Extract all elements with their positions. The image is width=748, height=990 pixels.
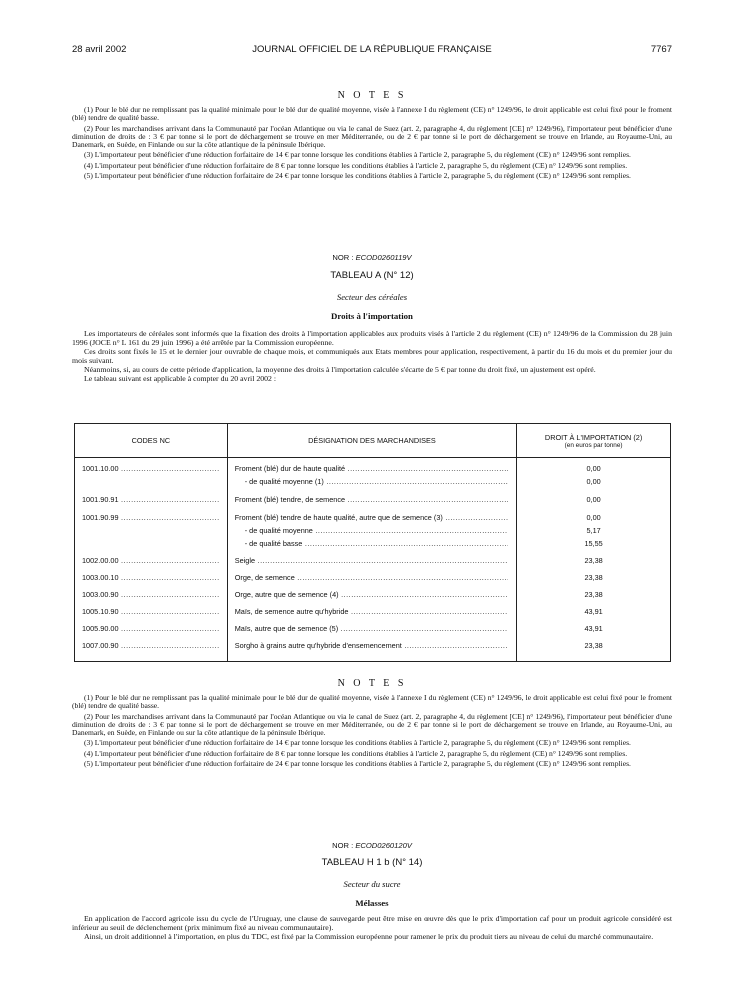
designation-text: Froment (blé) tendre, de semence ..... xyxy=(235,495,508,504)
designation-cell xyxy=(235,640,508,651)
designation-cell xyxy=(235,555,508,566)
designation-cell xyxy=(235,512,508,523)
nc-code: 1002.00.00 ..... xyxy=(82,556,219,565)
note-item: (1) Pour le blé dur ne remplissant pas la qualité minimale pour le blé dur de qualité moyenne, visée à l'annexe I du règlement (CE) n° 1249/96, le droit applicable est celui fixé pour le froment (blé) tendre de qualité basse. xyxy=(72,105,672,123)
duty-value: 23,38 xyxy=(584,641,603,650)
header-date: 28 avril 2002 xyxy=(72,44,127,55)
nc-code-cell xyxy=(82,640,219,651)
designation-cell xyxy=(235,572,508,583)
note-item: (4) L'importateur peut bénéficier d'une réduction forfaitaire de 8 € par tonne lorsque les conditions établies à l'article 2, paragraphe 5, du règlement (CE) n° 1249/96 sont remplies. xyxy=(84,160,628,170)
nc-code: 1001.10.00 ..... xyxy=(82,464,219,473)
page-number: 7767 xyxy=(650,44,672,55)
col-header-designation: DÉSIGNATION DES MARCHANDISES xyxy=(227,424,516,458)
duty-header-label: DROIT À L'IMPORTATION (2) xyxy=(544,432,643,442)
nc-code-cell xyxy=(82,555,219,566)
duty-value: 43,91 xyxy=(584,607,603,616)
subtitle-melasses: Mélasses xyxy=(355,898,389,908)
note-item: (4) L'importateur peut bénéficier d'une réduction forfaitaire de 8 € par tonne lorsque les conditions établies à l'article 2, paragraphe 5, du règlement (CE) n° 1249/96 sont remplies. xyxy=(84,748,628,758)
duty-value: 23,38 xyxy=(584,556,603,565)
designation-cell xyxy=(235,606,508,617)
notes-top-title: N O T E S xyxy=(337,90,407,101)
designation-cell xyxy=(235,589,508,600)
nc-code-cell xyxy=(82,512,219,523)
designation-text: Seigle ..... xyxy=(235,556,508,565)
nc-code: 1003.00.10 ..... xyxy=(82,573,219,582)
nc-code: 1001.90.99 ..... xyxy=(82,513,219,522)
paragraph: Les importateurs de céréales sont informés que la fixation des droits à l'importation applicables aux produits visés à l'article 2 du règlement (CE) n° 1249/96 de la Commission du 28 juin 1996 (JOCE n° L 161 du 29 juin 1996) a été arrêtée par la Commission européenne. xyxy=(72,329,672,347)
note-item: (5) L'importateur peut bénéficier d'une réduction forfaitaire de 24 € par tonne lorsque les conditions établies à l'article 2, paragraphe 5, du règlement (CE) n° 1249/96 sont remplies. xyxy=(84,171,631,181)
notes-top xyxy=(72,106,672,182)
col-header-duty xyxy=(517,424,671,458)
nc-code-cell xyxy=(82,606,219,617)
table-header-row xyxy=(75,424,671,458)
nc-code-cell xyxy=(82,538,219,549)
tariff-table xyxy=(74,423,671,662)
notes-bottom xyxy=(72,694,672,770)
nc-code-cell xyxy=(82,525,219,536)
nc-code: 1005.90.00 ..... xyxy=(82,624,219,633)
paragraph: Ces droits sont fixés le 15 et le dernier jour ouvrable de chaque mois, et communiqués aux Etats membres pour application, respectivement, à partir du 16 du mois et du premier jour du mois suivant. xyxy=(72,347,672,365)
designation-text: - de qualité moyenne ..... xyxy=(245,526,508,535)
table-body-row xyxy=(75,458,671,662)
nc-code-cell xyxy=(82,494,219,505)
designation-cell xyxy=(245,476,508,487)
designation-text: Froment (blé) dur de haute qualité ..... xyxy=(235,464,508,473)
designation-text: Maïs, de semence autre qu'hybride ..... xyxy=(235,607,508,616)
nc-code-cell xyxy=(82,476,219,487)
col-header-codes: CODES NC xyxy=(75,424,228,458)
note-item: (2) Pour les marchandises arrivant dans la Communauté par l'océan Atlantique ou via le canal de Suez (art. 2, paragraphe 4, du règlement [CE] n° 1249/96), l'importateur peut bénéficier d'une diminution de droits de : 3 € par tonne si le port de déchargement se trouve en mer Méditerranée, ou de 2 € par tonne si le port de déchargement se trouve en Irlande, au Royaume-Uni, au Danemark, en Suède, en Finlande ou sur la côte atlantique de la péninsule Ibérique. xyxy=(72,711,672,738)
section-a-body xyxy=(72,329,672,383)
sector-cereales: Secteur des céréales xyxy=(336,292,408,302)
nc-code-cell xyxy=(82,623,219,634)
nc-code: 1001.90.91 ..... xyxy=(82,495,219,504)
duty-value: 0,00 xyxy=(586,477,601,486)
designation-cell xyxy=(245,538,508,549)
nor-code: ECOD0260119V xyxy=(355,253,412,262)
designation-column xyxy=(227,458,516,662)
designation-cell xyxy=(245,525,508,536)
nc-code-cell xyxy=(82,572,219,583)
designation-text: - de qualité basse ..... xyxy=(245,539,508,548)
nor-label: NOR : xyxy=(332,253,356,262)
designation-cell xyxy=(235,463,508,474)
designation-text: Orge, de semence ..... xyxy=(235,573,508,582)
sector-sucre: Secteur du sucre xyxy=(343,879,401,889)
duty-value: 15,55 xyxy=(584,539,603,548)
paragraph: Le tableau suivant est applicable à compter du 20 avril 2002 : xyxy=(84,374,277,383)
paragraph: Ainsi, un droit additionnel à l'importation, en plus du TDC, est fixé par la Commission européenne pour ramener le prix du produit tiers au niveau de celui du marché communautaire. xyxy=(84,932,654,941)
subtitle-droits: Droits à l'importation xyxy=(331,311,413,321)
table-a-title: TABLEAU A (N° 12) xyxy=(330,270,414,281)
nc-code-cell xyxy=(82,463,219,474)
designation-text: - de qualité moyenne (1) ..... xyxy=(245,477,508,486)
designation-text: Orge, autre que de semence (4) ..... xyxy=(235,590,508,599)
nor-reference-h xyxy=(72,841,672,850)
notes-bottom-title: N O T E S xyxy=(337,678,407,689)
note-item: (3) L'importateur peut bénéficier d'une réduction forfaitaire de 14 € par tonne lorsque les conditions établies à l'article 2, paragraphe 5, du règlement (CE) n° 1249/96 sont remplies. xyxy=(84,150,631,160)
journal-title: JOURNAL OFFICIEL DE LA RÉPUBLIQUE FRANÇAISE xyxy=(252,44,492,55)
nor-label: NOR : xyxy=(332,841,356,850)
designation-cell xyxy=(235,623,508,634)
nor-code: ECOD0260120V xyxy=(355,841,412,850)
designation-text: Froment (blé) tendre de haute qualité, autre que de semence (3) ..... xyxy=(235,513,508,522)
note-item: (1) Pour le blé dur ne remplissant pas la qualité minimale pour le blé dur de qualité moyenne, visée à l'annexe I du règlement (CE) n° 1249/96, le droit applicable est celui fixé pour le froment (blé) tendre de qualité basse. xyxy=(72,693,672,711)
duty-value: 5,17 xyxy=(586,526,601,535)
duty-header-unit: (en euros par tonne) xyxy=(564,441,623,449)
duty-value: 0,00 xyxy=(586,495,601,504)
designation-text: Maïs, autre que de semence (5) ..... xyxy=(235,624,508,633)
nor-reference-a xyxy=(72,253,672,262)
nc-code: 1005.10.90 ..... xyxy=(82,607,219,616)
nc-code-cell xyxy=(82,589,219,600)
running-header xyxy=(72,44,672,58)
codes-column xyxy=(75,458,228,662)
note-item: (5) L'importateur peut bénéficier d'une réduction forfaitaire de 24 € par tonne lorsque les conditions établies à l'article 2, paragraphe 5, du règlement (CE) n° 1249/96 sont remplies. xyxy=(84,759,631,769)
duty-value: 0,00 xyxy=(586,464,601,473)
note-item: (2) Pour les marchandises arrivant dans la Communauté par l'océan Atlantique ou via le canal de Suez (art. 2, paragraphe 4, du règlement [CE] n° 1249/96), l'importateur peut bénéficier d'une diminution de droits de : 3 € par tonne si le port de déchargement se trouve en mer Méditerranée, ou de 2 € par tonne si le port de déchargement se trouve en Irlande, au Royaume-Uni, au Danemark, en Suède, en Finlande ou sur la côte atlantique de la péninsule Ibérique. xyxy=(72,123,672,150)
duty-column xyxy=(517,458,671,662)
duty-value: 23,38 xyxy=(584,573,603,582)
designation-cell xyxy=(235,494,508,505)
note-item: (3) L'importateur peut bénéficier d'une réduction forfaitaire de 14 € par tonne lorsque les conditions établies à l'article 2, paragraphe 5, du règlement (CE) n° 1249/96 sont remplies. xyxy=(84,738,631,748)
paragraph: Néanmoins, si, au cours de cette période d'application, la moyenne des droits à l'importation calculée s'écarte de 5 € par tonne du droit fixé, un ajustement est opéré. xyxy=(84,365,596,374)
duty-value: 43,91 xyxy=(584,624,603,633)
nc-code: 1003.00.90 ..... xyxy=(82,590,219,599)
nc-code: 1007.00.90 ..... xyxy=(82,641,219,650)
paragraph: En application de l'accord agricole issu du cycle de l'Uruguay, une clause de sauvegarde peut être mise en œuvre dès que le prix d'importation caf pour un produit agricole considéré est inférieur au seuil de déclenchement (prix minimum fixé au niveau communautaire). xyxy=(72,914,672,932)
table-h-title: TABLEAU H 1 b (N° 14) xyxy=(321,857,423,868)
duty-value: 23,38 xyxy=(584,590,603,599)
section-h-body xyxy=(72,914,672,941)
duty-value: 0,00 xyxy=(586,513,601,522)
designation-text: Sorgho à grains autre qu'hybride d'ensemencement ..... xyxy=(235,641,508,650)
